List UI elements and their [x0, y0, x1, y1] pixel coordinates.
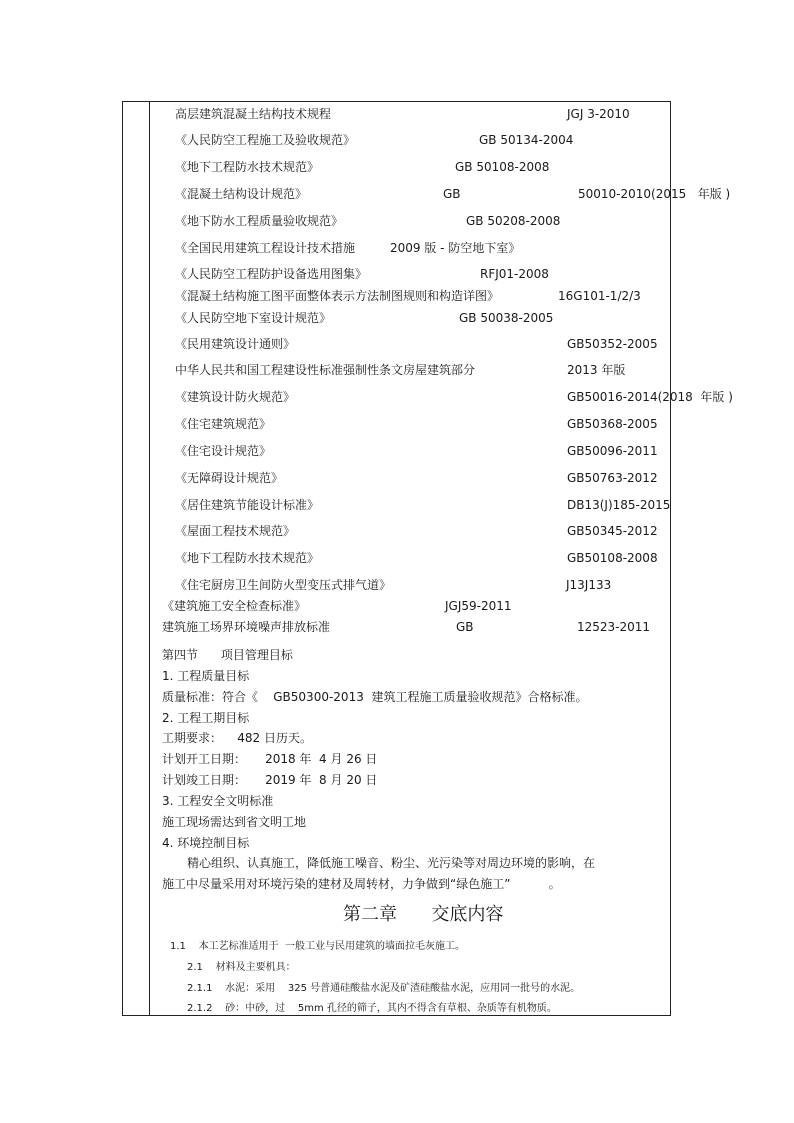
standard-code-edition: 50010-2010(2015 年版 ) [578, 187, 731, 201]
standard-name: 《混凝土结构设计规范》 [175, 187, 308, 201]
standard-code: GB50763-2012 [567, 471, 658, 485]
standard-name: 《全国民用建筑工程设计技术措施 [175, 241, 356, 255]
quality-target-text: 质量标准：符合《 GB50300-2013 建筑工程施工质量验收规范》合格标准。 [162, 690, 588, 704]
standard-name: 《建筑设计防火规范》 [175, 390, 296, 404]
standard-name: 《地下防水工程质量验收规范》 [175, 214, 344, 228]
standard-code: GB [443, 187, 461, 201]
standard-name: 《住宅厨房卫生间防火型变压式排气道》 [175, 578, 392, 592]
standard-code: DB13(J)185-2015 [567, 498, 671, 512]
environment-target-text: 精心组织、认真施工，降低施工噪音、粉尘、光污染等对周边环境的影响，在 [187, 856, 596, 870]
standard-name: 《人民防空地下室设计规范》 [175, 311, 332, 325]
environment-target-title: 4. 环境控制目标 [162, 836, 250, 850]
standard-code: GB50345-2012 [567, 524, 658, 538]
standard-code: J13J133 [566, 578, 612, 592]
standard-code: GB 50108-2008 [455, 160, 550, 174]
quality-target-title: 1. 工程质量目标 [162, 669, 250, 683]
standard-code: JGJ 3-2010 [567, 107, 630, 121]
standard-name: 《屋面工程技术规范》 [175, 524, 296, 538]
standard-code: GB50096-2011 [567, 444, 658, 458]
environment-target-text-continued: 施工中尽量采用对环境污染的建材及周转材，力争做到“绿色施工” 。 [162, 877, 561, 891]
standard-code: 2013 年版 [567, 363, 626, 377]
standard-name: 建筑施工场界环境噪声排放标准 [162, 620, 331, 634]
standard-name: 《人民防空工程施工及验收规范》 [175, 133, 356, 147]
standard-code: GB [456, 620, 474, 634]
standard-code: GB 50208-2008 [466, 214, 561, 228]
clause-2-1-2: 2.1.2 砂：中砂，过 5mm 孔径的筛子，其内不得含有草根、杂质等有机物质。 [187, 1003, 557, 1014]
standard-name: 《居住建筑节能设计标准》 [175, 498, 320, 512]
chapter-title: 第二章 交底内容 [343, 904, 504, 925]
standard-code: RFJ01-2008 [480, 267, 549, 281]
standard-name: 《无障碍设计规范》 [175, 471, 284, 485]
standard-name: 《民用建筑设计通则》 [175, 337, 296, 351]
clause-1-1: 1.1 本工艺标准适用于 一般工业与民用建筑的墙面拉毛灰施工。 [170, 941, 465, 952]
standard-name: 《混凝土结构施工图平面整体表示方法制图规则和构造详图》 [175, 289, 500, 303]
standard-code: GB50352-2005 [567, 337, 658, 351]
section-heading: 第四节 项目管理目标 [162, 648, 293, 662]
table-column-divider [149, 101, 150, 1016]
standard-code: 16G101-1/2/3 [558, 289, 641, 303]
schedule-target-title: 2. 工程工期目标 [162, 711, 250, 725]
planned-start-date: 计划开工日期： 2018 年 4 月 26 日 [162, 752, 378, 766]
standard-name: 《住宅设计规范》 [175, 444, 272, 458]
standard-code: JGJ59-2011 [445, 599, 512, 613]
standard-name: 高层建筑混凝土结构技术规程 [175, 107, 332, 121]
standard-code: GB 50038-2005 [459, 311, 554, 325]
duration-text: 工期要求： 482 日历天。 [162, 731, 312, 745]
safety-target-title: 3. 工程安全文明标准 [162, 794, 274, 808]
standard-code: GB 50134-2004 [479, 133, 574, 147]
standard-code: GB50368-2005 [567, 417, 658, 431]
standard-name: 《地下工程防水技术规范》 [175, 551, 320, 565]
standard-name: 《地下工程防水技术规范》 [175, 160, 320, 174]
standard-name: 《住宅建筑规范》 [175, 417, 272, 431]
standard-code: GB50016-2014(2018 年版 ) [567, 390, 733, 404]
clause-2-1: 2.1 材料及主要机具： [187, 962, 296, 973]
standard-code-number: 12523-2011 [577, 620, 651, 634]
clause-2-1-1: 2.1.1 水泥：采用 325 号普通硅酸盐水泥及矿渣硅酸盐水泥，应用同一批号的水泥。 [187, 983, 581, 994]
standard-name: 中华人民共和国工程建设性标准强制性条文房屋建筑部分 [175, 363, 476, 377]
standard-name: 《人民防空工程防护设备选用图集》 [175, 267, 368, 281]
safety-target-text: 施工现场需达到省文明工地 [162, 815, 307, 829]
planned-finish-date: 计划竣工日期： 2019 年 8 月 20 日 [162, 773, 378, 787]
standard-code: 2009 版 - 防空地下室》 [390, 241, 521, 255]
standard-code: GB50108-2008 [567, 551, 658, 565]
standard-name: 《建筑施工安全检查标准》 [162, 599, 307, 613]
